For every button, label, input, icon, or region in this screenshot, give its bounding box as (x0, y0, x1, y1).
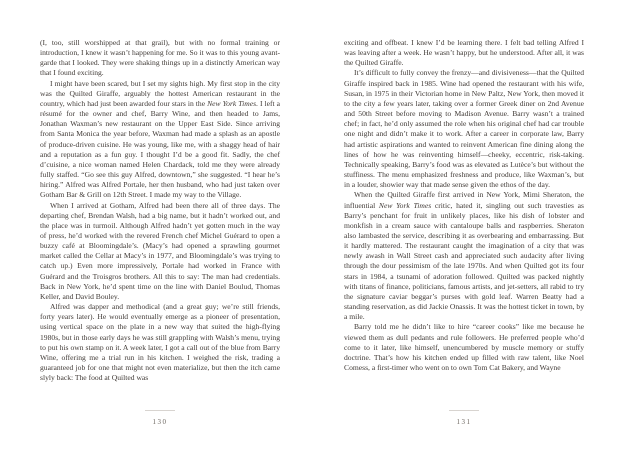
paragraph (40, 79, 280, 201)
page-number: 131 (456, 418, 472, 426)
text-run: When the Quilted Giraffe first arrived in New York, Mimi Sheraton, the influential (344, 190, 584, 210)
text-run: (I, too, still worshipped at that grail), but with no formal training or introduction, I knew it wasn’t happening for me. So it was to this young avant-garde that I looked. They were shaking things up in a distinctly American way that I found exciting. (40, 38, 280, 78)
text-run: It’s difficult to fully convey the frenzy—and divisiveness—that the Quilted Giraffe inspired back in 1985. Wine had opened the restaurant with his wife, Susan, in 1975 in their Victorian home in New Paltz, New York, then moved it to the city a few years later, taking over a former Greek diner on 2nd Avenue and 50th Street before moving to Madison Avenue. Barry wasn’t a trained chef; in fact, he’d only assumed the role when his original chef had car trouble one night and didn’t make it to work. After a career in corporate law, Barry had artistic aspirations and wanted to reinvent American fine dining along the lines of how he was reinventing himself—cheeky, eccentric, risk-taking. Technically speaking, Barry’s food was as elevated as Lutèce’s but without the stuffiness. The menu emphasized freshness and produce, like Waxman’s, but in a louder, showier way that made sense given the ethos of the day. (344, 68, 584, 190)
paragraph (344, 38, 584, 68)
page-number-rule (145, 410, 175, 411)
page-right-footer (344, 410, 584, 426)
page-right (344, 38, 584, 438)
paragraph (344, 68, 584, 190)
italic-text-run: New York Times (207, 98, 257, 108)
text-run: critic, hated it, singling out such travesties as Barry’s penchant for fruit in unlikely places, like his dish of lobster and monkfish in a cream sauce with cantaloupe balls and raspberries. Sheraton also lambasted the service, describing it as overbearing and embarrassing. But it hardly mattered. The restaurant caught the imagination of a city that was newly awash in Wall Street cash and appreciated such audacity after living through the dour pessimism of the late 1970s. And when Quilted got its four stars in 1984, a tsunami of adoration followed. Quilted was packed nightly with titans of finance, politicians, famous artists, and jet-setters, all rabid to try the signature caviar beggar’s purses with gold leaf. Warren Beatty had a standing reservation, as did Jackie Onassis. It was the hottest ticket in town, by a mile. (344, 200, 585, 322)
page-left-text (40, 38, 280, 383)
text-run: Barry told me he didn’t like to hire “career cooks” like me because he viewed them as dull pedants and rule followers. He preferred people who’d come to it later, like himself, unencumbered by muscle memory or stuffy doctrine. That’s how his kitchen ended up filled with raw talent, like Noel Comess, a first-timer who went on to own Tom Cat Bakery, and Wayne (344, 322, 584, 372)
paragraph (40, 201, 280, 303)
paragraph (40, 38, 280, 79)
page-number-rule (449, 410, 479, 411)
page-number: 130 (152, 418, 168, 426)
italic-text-run: New York Times (378, 200, 432, 210)
page-left (40, 38, 280, 438)
paragraph (40, 302, 280, 383)
paragraph (344, 322, 584, 373)
text-run: . I left a résumé for the owner and chef, Barry Wine, and then headed to Jams, Jonathan Waxman’s new restaurant on the Upper East Side. Since arriving from Santa Monica the year before, Waxman had made a splash as an apostle of produce-driven cuisine. He was young, like me, with a shaggy head of hair and a reputation as a fun guy. I thought I’d be a good fit. Sadly, the chef d’cuisine, a nice woman named Helen Chardack, told me they were already fully staffed. “Go see this guy Alfred, downtown,” she suggested. “I hear he’s hiring.” Alfred was Alfred Portale, her then husband, who had just taken over Gotham Bar & Grill on 12th Street. I made my way to the Village. (40, 98, 281, 200)
page-left-footer (40, 410, 280, 426)
text-run: When I arrived at Gotham, Alfred had been there all of three days. The departing chef, Brendan Walsh, had a big name, but it hadn’t worked out, and the place was in turmoil. Although Alfred hadn’t yet gotten much in the way of press, he’d worked with the revered French chef Michel Guérard to open a buzzy café at Bloomingdale’s. (Macy’s had opened a sprawling gourmet market called the Cellar at Macy’s in 1977, and Bloomingdale’s was trying to catch up.) Even more impressively, Portale had worked in France with Guérard and the Troisgros brothers. All this to say: The man had credentials. Back in New York, he’d spent time on the line with Daniel Boulud, Thomas Keller, and David Bouley. (40, 200, 280, 301)
page-right-text (344, 38, 584, 373)
paragraph (344, 190, 584, 322)
text-run: exciting and offbeat. I knew I’d be learning there. I felt bad telling Alfred I was leaving after a week. He wasn’t happy, but he understood. After all, it was the Quilted Giraffe. (344, 38, 584, 68)
text-run: Alfred was dapper and methodical (and a great guy; we’re still friends, forty years later). He would eventually emerge as a pioneer of presentation, using vertical space on the plate in a new way that suited the high-flying 1980s, but in those early days he was still grappling with Walsh’s menu, trying to put his own stamp on it. A week later, I got a call out of the blue from Barry Wine, offering me a trial run in his kitchen. I weighed the risk, trading a guaranteed job for one that might not even materialize, but then the itch came slyly back: The food at Quilted was (40, 302, 280, 383)
text-run: I might have been scared, but I set my sights high. My first stop in the city was the Quilted Giraffe, arguably the hottest American restaurant in the country, which had just been awarded four stars in the (40, 78, 280, 108)
